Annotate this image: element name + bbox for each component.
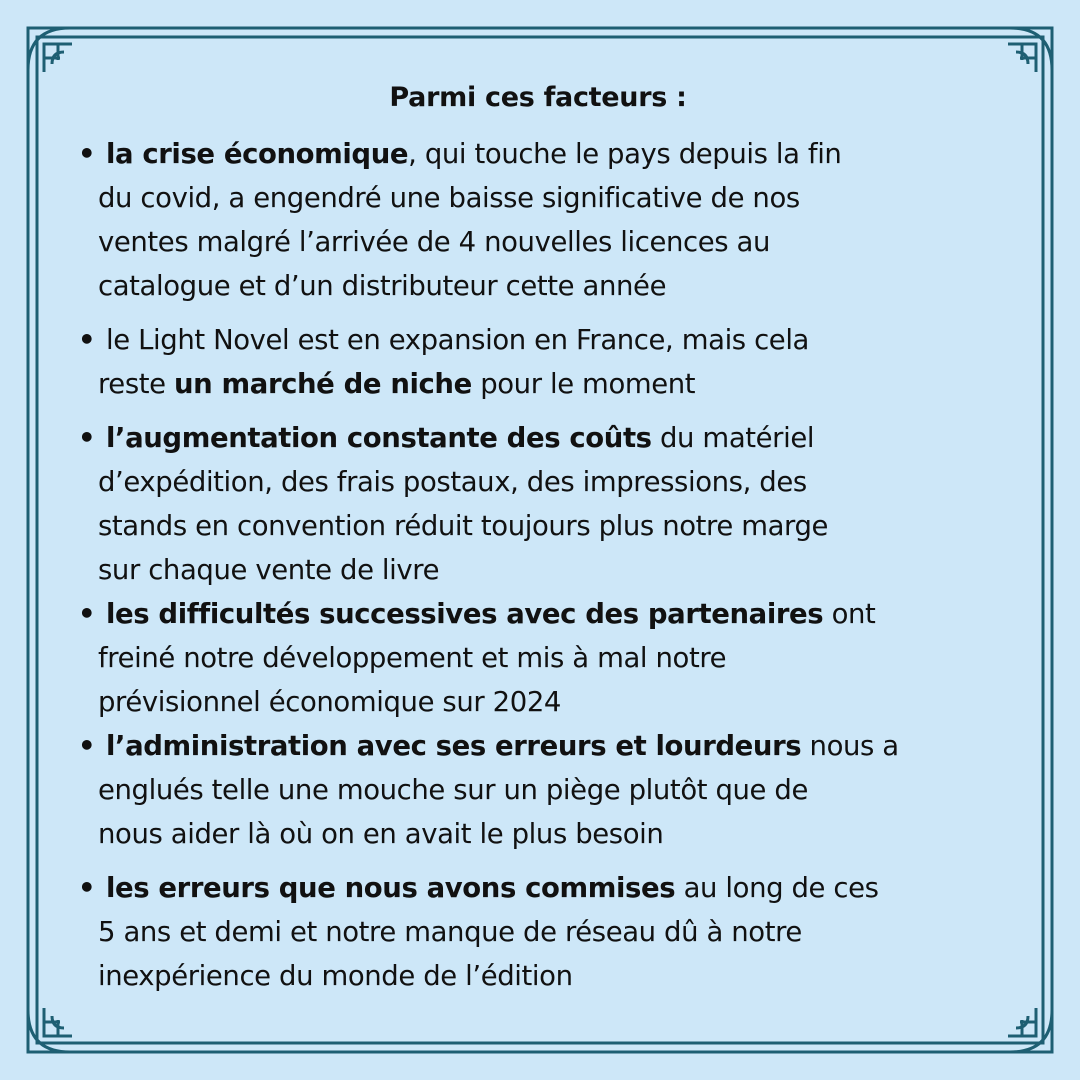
item-line: stands en convention réduit toujours plus notre marge bbox=[98, 510, 829, 542]
list-item bbox=[78, 416, 998, 592]
list-item bbox=[78, 592, 998, 724]
bullet: • bbox=[78, 138, 96, 170]
item-line bbox=[98, 724, 998, 768]
item-line: prévisionnel économique sur 2024 bbox=[98, 686, 562, 718]
bullet: • bbox=[78, 324, 96, 356]
item-emphasis: la crise économique bbox=[106, 138, 409, 170]
item-text: ont bbox=[823, 598, 876, 630]
item-line: nous aider là où on en avait le plus besoin bbox=[98, 818, 664, 850]
corner-ornament-bottom-right bbox=[1008, 1008, 1052, 1052]
item-line: englués telle une mouche sur un piège plutôt que de bbox=[98, 774, 808, 806]
item-text: pour le moment bbox=[471, 368, 696, 400]
item-line bbox=[98, 416, 998, 460]
bullet: • bbox=[78, 598, 96, 630]
item-line: sur chaque vente de livre bbox=[98, 554, 440, 586]
item-text: reste bbox=[98, 368, 174, 400]
item-text: nous a bbox=[801, 730, 899, 762]
list-item bbox=[78, 724, 998, 856]
item-emphasis: les erreurs que nous avons commises bbox=[106, 872, 676, 904]
item-text: au long de ces bbox=[675, 872, 879, 904]
list-item bbox=[78, 318, 998, 406]
item-text: , qui touche le pays depuis la fin bbox=[408, 138, 842, 170]
bullet: • bbox=[78, 872, 96, 904]
corner-ornament-top-right bbox=[1008, 28, 1052, 72]
item-line: du covid, a engendré une baisse significative de nos bbox=[98, 182, 800, 214]
item-emphasis: les difficultés successives avec des partenaires bbox=[106, 598, 824, 630]
item-line: inexpérience du monde de l’édition bbox=[98, 960, 573, 992]
item-emphasis: l’augmentation constante des coûts bbox=[106, 422, 652, 454]
item-line: ventes malgré l’arrivée de 4 nouvelles licences au bbox=[98, 226, 770, 258]
item-line: le Light Novel est en expansion en France, mais cela bbox=[106, 324, 810, 356]
item-line bbox=[98, 592, 998, 636]
item-line bbox=[98, 866, 998, 910]
bullet: • bbox=[78, 730, 96, 762]
heading: Parmi ces facteurs : bbox=[389, 82, 687, 113]
item-line: d’expédition, des frais postaux, des impressions, des bbox=[98, 466, 807, 498]
item-line: 5 ans et demi et notre manque de réseau dû à notre bbox=[98, 916, 802, 948]
list-item bbox=[78, 866, 998, 998]
item-line bbox=[98, 362, 998, 406]
bullet: • bbox=[78, 422, 96, 454]
text-panel bbox=[78, 76, 998, 998]
item-line bbox=[98, 132, 998, 176]
item-emphasis: l’administration avec ses erreurs et lourdeurs bbox=[106, 730, 802, 762]
list-item bbox=[78, 132, 998, 308]
item-text: du matériel bbox=[651, 422, 815, 454]
item-line: freiné notre développement et mis à mal notre bbox=[98, 642, 727, 674]
corner-ornament-bottom-left bbox=[28, 1008, 72, 1052]
item-line: catalogue et d’un distributeur cette année bbox=[98, 270, 667, 302]
corner-ornament-top-left bbox=[28, 28, 72, 72]
item-emphasis: un marché de niche bbox=[174, 368, 472, 400]
